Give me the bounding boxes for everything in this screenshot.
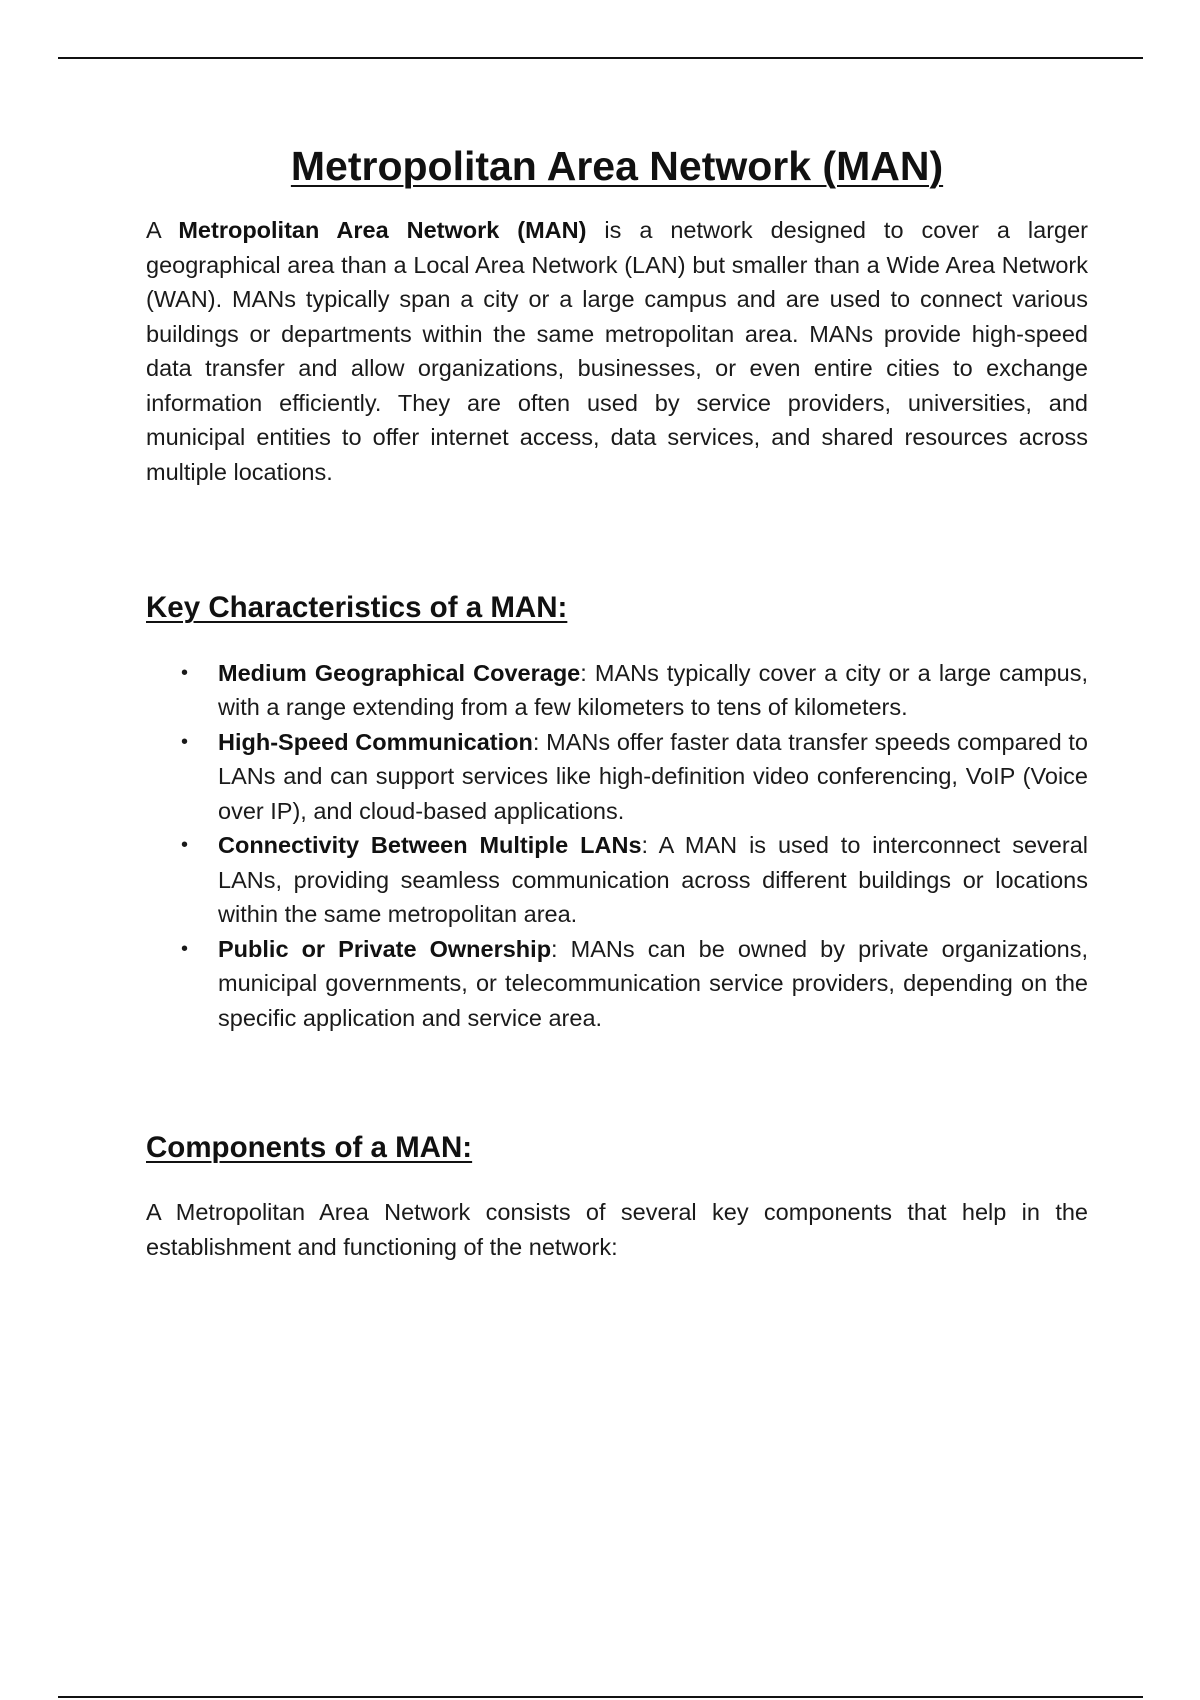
intro-paragraph <box>146 213 1088 489</box>
list-item-term: Medium Geographical Coverage <box>218 659 581 686</box>
bullet-icon: • <box>181 661 189 684</box>
components-heading: Components of a MAN: <box>146 1131 473 1165</box>
bullet-icon: • <box>181 834 189 857</box>
list-item-term: Connectivity Between Multiple LANs <box>218 832 642 859</box>
intro-bold-term: Metropolitan Area Network (MAN) <box>178 217 587 244</box>
list-item-text: : MANs typically cover a city or a large campus, with a range extending from a few kilometers to tens of kilometers. <box>218 659 1088 721</box>
list-item-text: : MANs can be owned by private organizations, municipal governments, or telecommunication service providers, depending on the specific application and service area. <box>218 935 1088 1031</box>
footer-rule <box>58 1696 1143 1698</box>
list-item <box>146 656 1088 725</box>
page-title: Metropolitan Area Network (MAN) <box>290 143 944 189</box>
list-item <box>146 828 1088 932</box>
key-characteristics-list <box>146 656 1088 1036</box>
list-item-text: : A MAN is used to interconnect several LANs, providing seamless communication across different buildings or locations within the same metropolitan area. <box>218 832 1088 928</box>
header-rule <box>58 57 1143 59</box>
list-item-term: High-Speed Communication <box>218 728 533 755</box>
intro-text: is a network designed to cover a larger geographical area than a Local Area Network (LAN) but smaller than a Wide Area Network (WAN). MANs typically span a city or a large campus and are used to connect various buildings or departments within the same metropolitan area. MANs provide high-speed data transfer and allow organizations, businesses, or even entire cities to exchange information efficiently. They are often used by service providers, universities, and municipal entities to offer internet access, data services, and shared resources across multiple locations. <box>146 217 1088 485</box>
list-item-term: Public or Private Ownership <box>218 935 552 962</box>
key-characteristics-heading: Key Characteristics of a MAN: <box>146 591 568 625</box>
bullet-icon: • <box>181 730 189 753</box>
document-body <box>146 140 1088 1264</box>
list-item-text: : MANs offer faster data transfer speeds compared to LANs and can support services like high-definition video conferencing, VoIP (Voice over IP), and cloud-based applications. <box>218 728 1088 824</box>
bullet-icon: • <box>181 937 189 960</box>
list-item <box>146 932 1088 1036</box>
list-item <box>146 725 1088 829</box>
intro-prefix: A <box>146 217 179 244</box>
components-paragraph: A Metropolitan Area Network consists of several key components that help in the establishment and functioning of the network: <box>146 1199 1088 1260</box>
